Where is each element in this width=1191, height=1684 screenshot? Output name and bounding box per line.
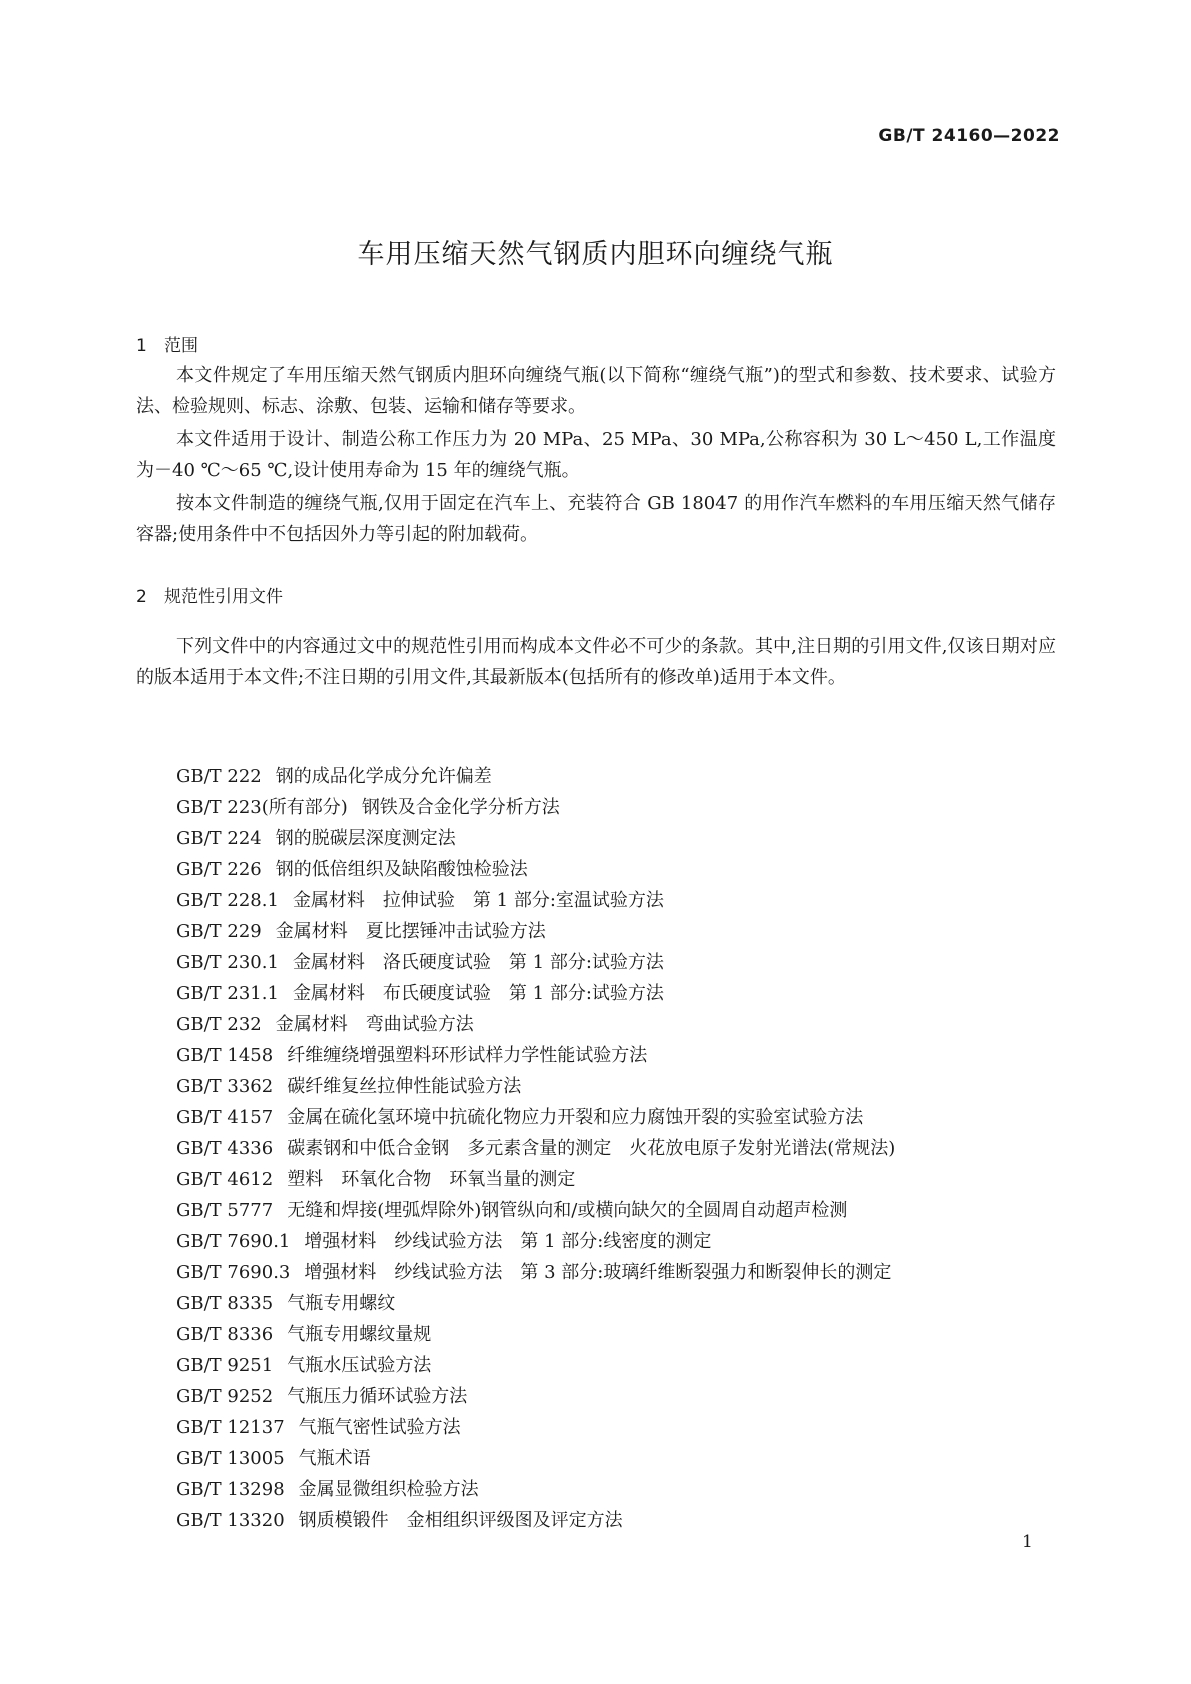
reference-item — [176, 1257, 895, 1288]
reference-item — [176, 1133, 895, 1164]
reference-title: 金属在硫化氢环境中抗硫化物应力开裂和应力腐蚀开裂的实验室试验方法 — [287, 1107, 864, 1128]
reference-code: GB/T 226 — [176, 859, 262, 880]
reference-title: 气瓶专用螺纹 — [287, 1293, 396, 1314]
reference-item — [176, 1040, 895, 1071]
reference-title: 气瓶术语 — [298, 1448, 371, 1469]
reference-list — [176, 761, 895, 1536]
reference-item — [176, 1164, 895, 1195]
reference-item — [176, 1412, 895, 1443]
reference-title: 金属材料 夏比摆锤冲击试验方法 — [275, 921, 546, 942]
reference-title: 金属材料 洛氏硬度试验 第 1 部分:试验方法 — [292, 952, 664, 973]
reference-item — [176, 947, 895, 978]
reference-item — [176, 1195, 895, 1226]
reference-code: GB/T 224 — [176, 828, 262, 849]
reference-item — [176, 1071, 895, 1102]
reference-item — [176, 823, 895, 854]
reference-code: GB/T 7690.3 — [176, 1262, 291, 1283]
document-title: 车用压缩天然气钢质内胆环向缠绕气瓶 — [357, 239, 834, 270]
reference-item — [176, 1474, 895, 1505]
reference-title: 钢的脱碳层深度测定法 — [275, 828, 456, 849]
reference-code: GB/T 13320 — [176, 1510, 285, 1531]
reference-code: GB/T 12137 — [176, 1417, 285, 1438]
reference-code: GB/T 5777 — [176, 1200, 274, 1221]
page-number: 1 — [1022, 1532, 1033, 1552]
reference-title: 钢铁及合金化学分析方法 — [361, 797, 560, 818]
reference-code: GB/T 4336 — [176, 1138, 274, 1159]
reference-code: GB/T 3362 — [176, 1076, 274, 1097]
reference-title: 钢的低倍组织及缺陷酸蚀检验法 — [275, 859, 528, 880]
reference-title: 无缝和焊接(埋弧焊除外)钢管纵向和/或横向缺欠的全圆周自动超声检测 — [287, 1200, 848, 1221]
reference-title: 增强材料 纱线试验方法 第 1 部分:线密度的测定 — [304, 1231, 712, 1252]
reference-code: GB/T 228.1 — [176, 890, 279, 911]
reference-code: GB/T 4157 — [176, 1107, 274, 1128]
reference-code: GB/T 4612 — [176, 1169, 274, 1190]
reference-item — [176, 1009, 895, 1040]
reference-item — [176, 792, 895, 823]
reference-code: GB/T 230.1 — [176, 952, 279, 973]
reference-item — [176, 1350, 895, 1381]
reference-code: GB/T 1458 — [176, 1045, 274, 1066]
section-2-heading — [136, 582, 283, 607]
reference-code: GB/T 13298 — [176, 1479, 285, 1500]
reference-title: 气瓶专用螺纹量规 — [287, 1324, 432, 1345]
reference-title: 金属材料 拉伸试验 第 1 部分:室温试验方法 — [292, 890, 664, 911]
reference-title: 金属材料 布氏硬度试验 第 1 部分:试验方法 — [292, 983, 664, 1004]
reference-item — [176, 761, 895, 792]
reference-item — [176, 1505, 895, 1536]
reference-code: GB/T 9252 — [176, 1386, 274, 1407]
reference-item — [176, 1443, 895, 1474]
reference-code: GB/T 231.1 — [176, 983, 279, 1004]
reference-code: GB/T 232 — [176, 1014, 262, 1035]
reference-title: 金属显微组织检验方法 — [298, 1479, 479, 1500]
standard-code: GB/T 24160—2022 — [878, 126, 1060, 146]
reference-code: GB/T 8335 — [176, 1293, 274, 1314]
reference-item — [176, 1226, 895, 1257]
scope-paragraph-3: 按本文件制造的缠绕气瓶,仅用于固定在汽车上、充装符合 GB 18047 的用作汽车燃料的车用压缩天然气储存容器;使用条件中不包括因外力等引起的附加载荷。 — [136, 493, 1056, 545]
section-1-heading — [136, 331, 198, 356]
reference-title: 金属材料 弯曲试验方法 — [275, 1014, 474, 1035]
reference-title: 钢质模锻件 金相组织评级图及评定方法 — [298, 1510, 623, 1531]
reference-title: 纤维缠绕增强塑料环形试样力学性能试验方法 — [287, 1045, 648, 1066]
reference-title: 增强材料 纱线试验方法 第 3 部分:玻璃纤维断裂强力和断裂伸长的测定 — [304, 1262, 892, 1283]
references-intro: 下列文件中的内容通过文中的规范性引用而构成本文件必不可少的条款。其中,注日期的引用文件,仅该日期对应的版本适用于本文件;不注日期的引用文件,其最新版本(包括所有的修改单)适用于本文件。 — [136, 636, 1056, 688]
reference-title: 钢的成品化学成分允许偏差 — [275, 766, 492, 787]
reference-code: GB/T 9251 — [176, 1355, 274, 1376]
reference-item — [176, 885, 895, 916]
reference-title: 碳素钢和中低合金钢 多元素含量的测定 火花放电原子发射光谱法(常规法) — [287, 1138, 896, 1159]
reference-title: 塑料 环氧化合物 环氧当量的测定 — [287, 1169, 576, 1190]
reference-code: GB/T 8336 — [176, 1324, 274, 1345]
reference-title: 气瓶气密性试验方法 — [298, 1417, 461, 1438]
reference-item — [176, 1288, 895, 1319]
reference-item — [176, 854, 895, 885]
reference-item — [176, 978, 895, 1009]
reference-title: 气瓶水压试验方法 — [287, 1355, 432, 1376]
reference-title: 碳纤维复丝拉伸性能试验方法 — [287, 1076, 522, 1097]
scope-paragraph-1: 本文件规定了车用压缩天然气钢质内胆环向缠绕气瓶(以下简称“缠绕气瓶”)的型式和参数、技术要求、试验方法、检验规则、标志、涂敷、包装、运输和储存等要求。 — [136, 365, 1056, 417]
section-1-number: 1 — [136, 336, 147, 356]
section-2-title: 规范性引用文件 — [164, 587, 283, 607]
reference-code: GB/T 13005 — [176, 1448, 285, 1469]
reference-code: GB/T 222 — [176, 766, 262, 787]
reference-code: GB/T 7690.1 — [176, 1231, 291, 1252]
reference-code: GB/T 229 — [176, 921, 262, 942]
scope-paragraph-2: 本文件适用于设计、制造公称工作压力为 20 MPa、25 MPa、30 MPa,公称容积为 30 L～450 L,工作温度为－40 ℃～65 ℃,设计使用寿命为 15 年的缠绕气瓶。 — [136, 429, 1056, 481]
section-1-title: 范围 — [164, 336, 198, 356]
reference-item — [176, 1381, 895, 1412]
reference-item — [176, 1102, 895, 1133]
reference-code: GB/T 223(所有部分) — [176, 797, 348, 818]
reference-title: 气瓶压力循环试验方法 — [287, 1386, 468, 1407]
reference-item — [176, 1319, 895, 1350]
reference-item — [176, 916, 895, 947]
section-2-number: 2 — [136, 587, 147, 607]
